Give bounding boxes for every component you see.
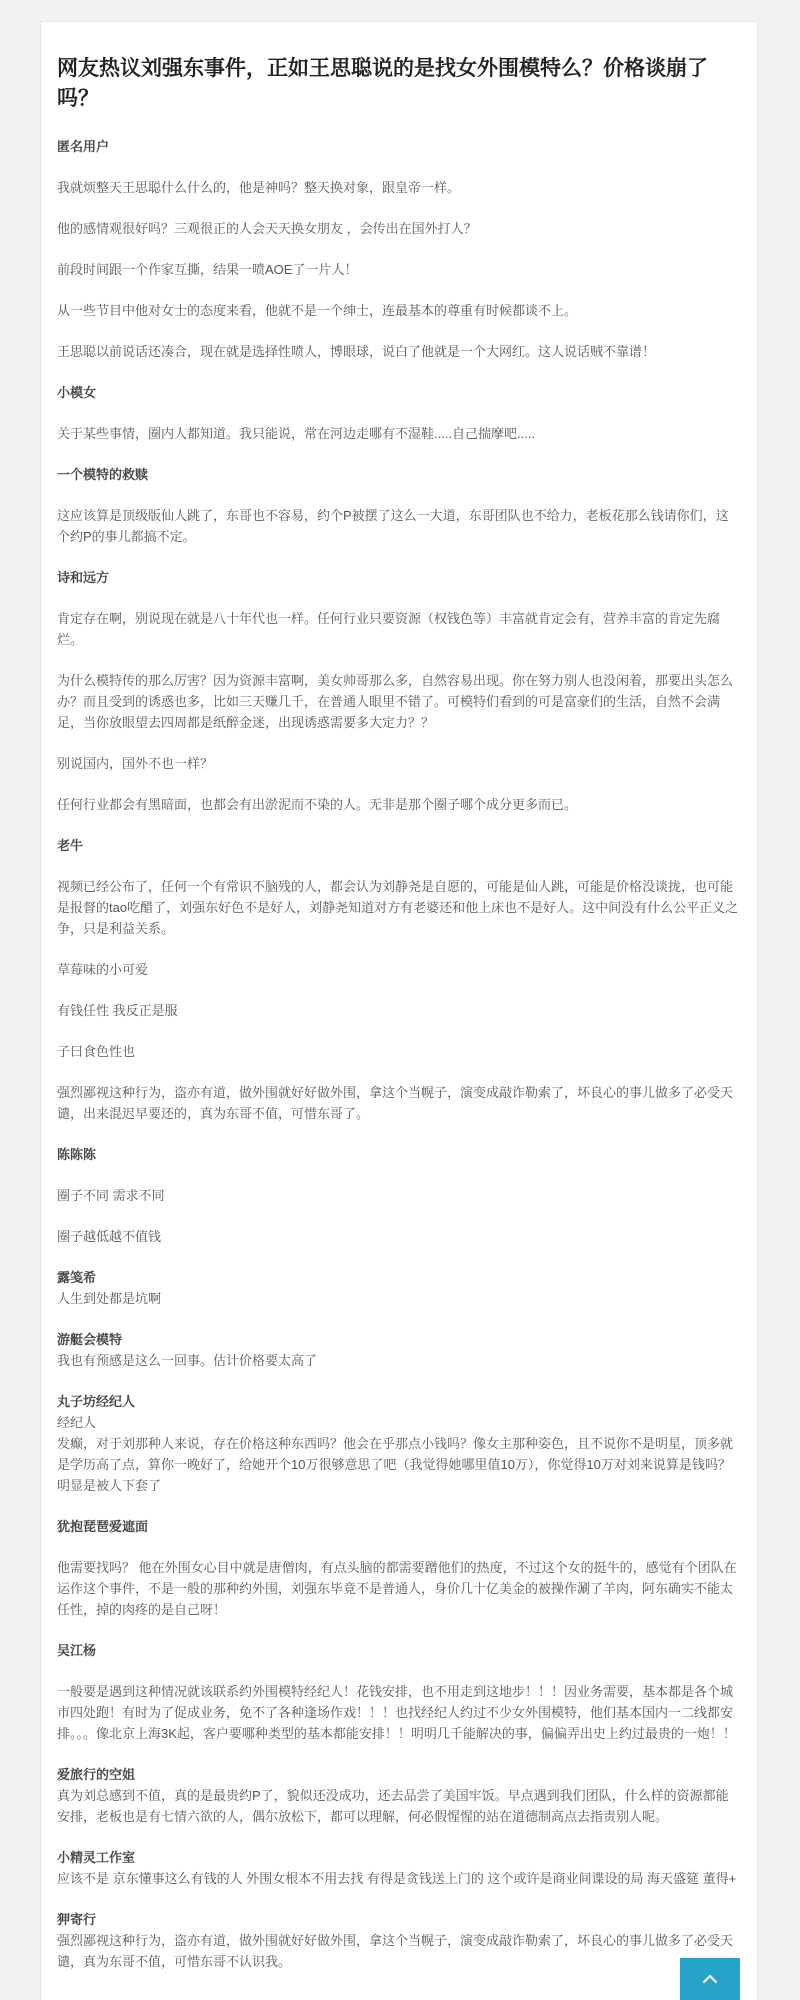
comment-text: 子曰食色性也: [57, 1044, 136, 1059]
comment-text: 任何行业都会有黑暗面，也都会有出淤泥而不染的人。无非是那个圈子哪个成分更多而已。: [57, 797, 578, 812]
comment-author: 老牛: [57, 838, 84, 853]
comment-text: 强烈鄙视这种行为，盗亦有道，做外围就好好做外围，拿这个当幌子，演变成敲诈勒索了，坏良心的事儿做多了必受天谴，真为东哥不值，可惜东哥不认识我。: [57, 1933, 734, 1969]
comment-text: 从一些节目中他对女士的态度来看，他就不是一个绅士，连最基本的尊重有时候都谈不上。: [57, 303, 578, 318]
comment-text: 经纪人: [57, 1415, 97, 1430]
comment-text: 他的感情观很好吗？三观很正的人会天天换女朋友 ，会传出在国外打人？: [57, 221, 477, 236]
comment-text: 这应该算是顶级版仙人跳了，东哥也不容易，约个P被摆了这么一大道，东哥团队也不给力，老板花那么钱请你们，这个约P的事儿都搞不定。: [57, 508, 729, 544]
chevron-up-icon: [702, 1974, 718, 1984]
comment-text: 圈子越低越不值钱: [57, 1229, 162, 1244]
comment-author: 爱旅行的空姐: [57, 1767, 136, 1782]
comment-author: 小精灵工作室: [57, 1850, 136, 1865]
back-to-top-button[interactable]: [680, 1958, 740, 2000]
comment-text: 人生到处都是坑啊: [57, 1291, 162, 1306]
comment-text: 肯定存在啊，别说现在就是八十年代也一样。任何行业只要资源（权钱色等）丰富就肯定会有，营养丰富的肯定先腐烂。: [57, 611, 721, 647]
comment-author: 一个模特的救赎: [57, 467, 149, 482]
article-card: [40, 21, 758, 2000]
comment-author: 露笺希: [57, 1270, 97, 1285]
comment-author: 游艇会模特: [57, 1332, 123, 1347]
comment-text: 真为刘总感到不值，真的是最贵约P了，貌似还没成功，还去品尝了美国牢饭。早点遇到我们团队，什么样的资源都能安排，老板也是有七情六欲的人，偶尔放松下，都可以理解，何必假惺惺的站在道德制高点去指责别人呢。: [57, 1788, 729, 1824]
comment-author: 吴江杨: [57, 1643, 97, 1658]
comment-text: 有钱任性 我反正是服: [57, 1003, 178, 1018]
comment-author: 诗和远方: [57, 570, 110, 585]
comment-text: 关于某些事情，圈内人都知道。我只能说，常在河边走哪有不湿鞋.....自己揣摩吧.....: [57, 426, 536, 441]
comment-text: 草莓味的小可爱: [57, 962, 149, 977]
comment-author: 小模女: [57, 385, 97, 400]
comment-text: 我也有预感是这么一回事。估计价格要太高了: [57, 1353, 318, 1368]
comment-text: 前段时间跟一个作家互撕，结果一喷AOE了一片人！: [57, 262, 358, 277]
comment-text: 一般要是遇到这种情况就该联系约外围模特经纪人！花钱安排，也不用走到这地步！！！因业务需要，基本都是各个城市四处跑！有时为了促成业务，免不了各种逢场作戏！！！也找经纪人约过不少女外围模特，他们基本国内一二线都安排。。。像北京上海3K起，客户要哪种类型的基本都能安排！！明明几千能解决的事，偏偏弄出史上约过最贵的一炮！！: [57, 1684, 736, 1741]
article-title: 网友热议刘强东事件，正如王思聪说的是找女外围模特么？价格谈崩了吗？: [57, 57, 708, 110]
comment-author: 丸子坊经纪人: [57, 1394, 136, 1409]
comment-author: 匿名用户: [57, 139, 110, 154]
comment-text: 我就烦整天王思聪什么什么的，他是神吗？整天换对象，跟皇帝一样。: [57, 180, 461, 195]
comment-text: 视频已经公布了，任何一个有常识不脑残的人，都会认为刘静尧是自愿的，可能是仙人跳，可能是价格没谈拢，也可能是报督的tao吃醋了，刘强东好色不是好人，刘静尧知道对方有老婆还和他上床也不是好人。这中间没有什么公平正义之争，只是利益关系。: [57, 879, 739, 936]
comment-author: 陈陈陈: [57, 1147, 97, 1162]
comment-author: 狎寄行: [57, 1912, 97, 1927]
comment-text: 别说国内，国外不也一样？: [57, 756, 214, 771]
comment-author: 犹抱琵琶爱遮面: [57, 1519, 149, 1534]
comment-text: 发癫，对于刘那种人来说，存在价格这种东西吗？他会在乎那点小钱吗？像女主那种姿色，且不说你不是明星，顶多就是学历高了点，算你一晚好了，给她开个10万很够意思了吧（我觉得她哪里值10万），你觉得10万对刘来说算是钱吗？明显是被人下套了: [57, 1436, 734, 1493]
comment-text: 为什么模特传的那么厉害？因为资源丰富啊，美女帅哥那么多，自然容易出现。你在努力别人也没闲着，那要出头怎么办？而且受到的诱惑也多，比如三天赚几千，在普通人眼里不错了。可模特们看到的可是富豪们的生活，自然不会满足，当你放眼望去四周都是纸醉金迷，出现诱惑需要多大定力？？: [57, 673, 734, 730]
comment-text: 王思聪以前说话还凑合，现在就是选择性喷人，博眼球，说白了他就是一个大网红。这人说话贼不靠谱！: [57, 344, 656, 359]
comment-text: 应该不是 京东懂事这么有钱的人 外围女根本不用去找 有得是贪钱送上门的 这个或许是商业间谍设的局 海天盛筵 董得+: [57, 1871, 737, 1886]
article-body: [57, 136, 741, 1972]
comment-text: 圈子不同 需求不同: [57, 1188, 165, 1203]
comment-text: 他需要找吗？ 他在外围女心目中就是唐僧肉，有点头脑的都需要蹭他们的热度，不过这个女的挺牛的，感觉有个团队在运作这个事件，不是一般的那种约外围，刘强东毕竟不是普通人，身价几十亿美金的被操作涮了羊肉，阿东确实不能太任性，掉的肉疼的是自己呀！: [57, 1560, 737, 1617]
comment-text: 强烈鄙视这种行为，盗亦有道，做外围就好好做外围，拿这个当幌子，演变成敲诈勒索了，坏良心的事儿做多了必受天谴，出来混迟早要还的，真为东哥不值，可惜东哥了。: [57, 1085, 734, 1121]
